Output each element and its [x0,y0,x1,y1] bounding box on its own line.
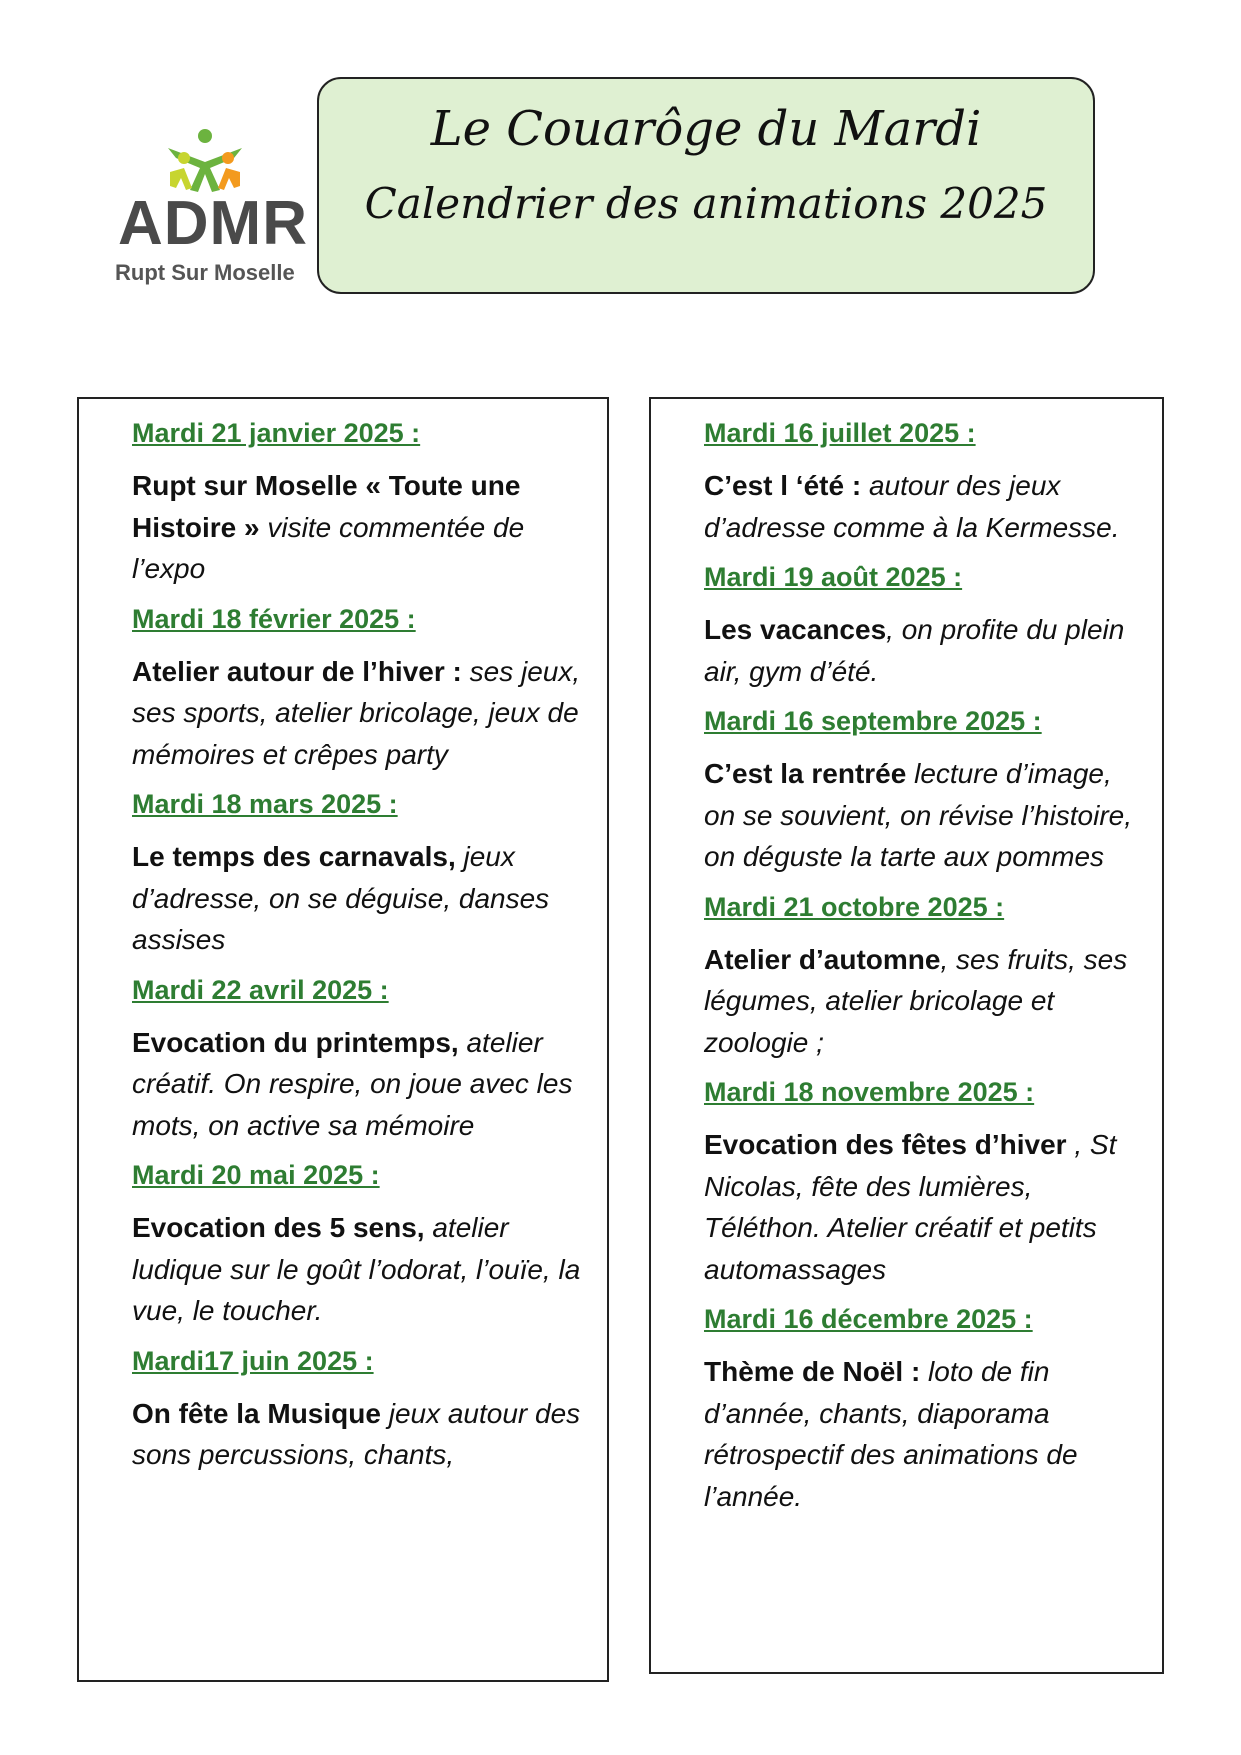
event-description: Atelier d’automne, ses fruits, ses légumes, atelier bricolage et zoologie ; [704,943,1128,1058]
event-january [132,415,593,590]
event-description: C’est la rentrée lecture d’image, on se souvient, on révise l’histoire, on déguste la tarte aux pommes [704,758,1132,872]
event-september [704,703,1148,878]
logo-wordmark: ADMR [118,189,308,258]
event-description: Evocation des 5 sens, atelier ludique sur le goût l’odorat, l’ouïe, la vue, le toucher. [132,1212,581,1326]
event-date: Mardi 21 janvier 2025 : [132,418,421,448]
event-description: Les vacances, on profite du plein air, gym d’été. [704,614,1125,687]
header-banner [317,77,1095,294]
event-description: Rupt sur Moselle « Toute une Histoire » visite commentée de l’expo [132,470,525,584]
event-description: Atelier autour de l’hiver : ses jeux, ses sports, atelier bricolage, jeux de mémoires et crêpes party [132,655,581,770]
page-subtitle: Calendrier des animations 2025 [364,179,1048,228]
event-october [704,889,1148,1064]
people-logo-icon [162,128,248,194]
event-may [132,1157,593,1332]
event-date: Mardi 18 novembre 2025 : [704,1077,1035,1107]
event-date: Mardi 20 mai 2025 : [132,1160,380,1190]
event-march [132,786,593,961]
event-description: Evocation du printemps, atelier créatif. On respire, on joue avec les mots, on active sa mémoire [132,1026,573,1141]
admr-logo [110,128,310,288]
event-description: Evocation des fêtes d’hiver , St Nicolas, fête des lumières, Téléthon. Atelier créatif et petits automassages [704,1129,1117,1285]
event-december [704,1301,1148,1517]
event-date: Mardi 18 mars 2025 : [132,789,398,819]
event-july [704,415,1148,548]
event-date: Mardi 19 août 2025 : [704,562,963,592]
event-april [132,972,593,1147]
event-date: Mardi 18 février 2025 : [132,603,416,634]
event-date: Mardi 21 octobre 2025 : [704,891,1005,922]
event-august [704,559,1148,692]
page-title: Le Couarôge du Mardi [430,101,982,157]
event-description: Le temps des carnavals, jeux d’adresse, on se déguise, danses assises [132,841,550,955]
event-description: On fête la Musique jeux autour des sons percussions, chants, [132,1397,581,1470]
event-date: Mardi 16 juillet 2025 : [704,418,976,448]
calendar-column-right [649,397,1164,1674]
event-date: Mardi 22 avril 2025 : [132,974,389,1005]
event-date: Mardi 16 septembre 2025 : [704,706,1042,736]
event-description: C’est l ‘été : autour des jeux d’adresse comme à la Kermesse. [704,470,1120,543]
event-date: Mardi 16 décembre 2025 : [704,1304,1033,1334]
event-description: Thème de Noël : loto de fin d’année, chants, diaporama rétrospectif des animations de l’année. [704,1356,1078,1512]
event-june [132,1343,593,1476]
event-february [132,601,593,776]
event-november [704,1074,1148,1290]
event-date: Mardi17 juin 2025 : [132,1345,374,1376]
calendar-column-left [77,397,609,1682]
logo-place-name: Rupt Sur Moselle [115,260,295,285]
